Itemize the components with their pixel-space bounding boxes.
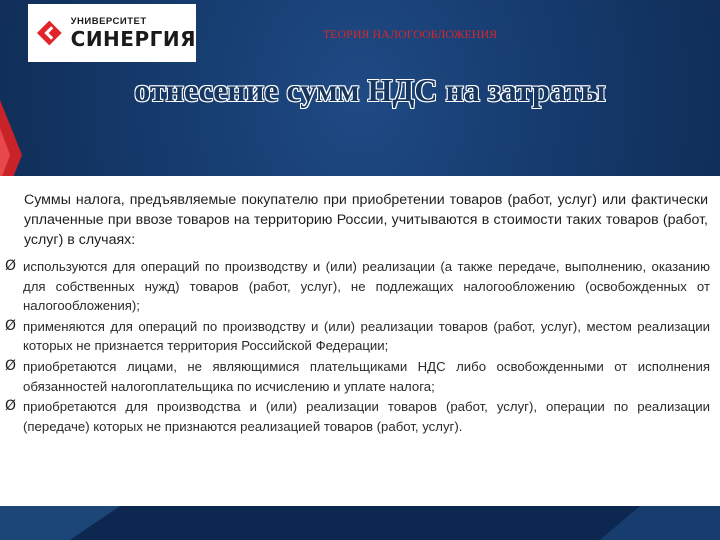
subject-heading: ТЕОРИЯ НАЛОГООБЛОЖЕНИЯ <box>322 27 498 41</box>
bullet-list <box>0 250 720 436</box>
content-panel <box>0 176 720 506</box>
list-item <box>5 397 710 436</box>
arrow-bullet-icon: Ø <box>5 398 17 415</box>
list-item-text: приобретаются лицами, не являющимися плательщиками НДС либо освобожденными от исполнения обязанностей налогоплательщика по исчислению и уплате налога; <box>23 358 710 394</box>
list-item-text: применяются для операций по производству и (или) реализации товаров (работ, услуг), местом реализации которых не признается территория Российской Федерации; <box>23 318 710 354</box>
slide-title: отнесение сумм НДС на затраты <box>134 72 606 108</box>
list-item <box>5 317 710 356</box>
logo-university-text: УНИВЕРСИТЕТ <box>70 16 147 28</box>
bottom-decoration-band <box>0 506 720 540</box>
logo-synergy-text: СИНЕРГИЯ <box>70 26 196 51</box>
list-item-text: используются для операций по производству и (или) реализации (а также передаче, выполнению, оказанию для собственных нужд) товаров (работ, услуг), не подлежащих налогообложению (освобожденных от налогообложения); <box>23 259 710 314</box>
arrow-bullet-icon: Ø <box>5 357 17 374</box>
list-item-text: приобретаются для производства и (или) реализации товаров (работ, услуг), операции по реализации (передаче) которых не признаются реализацией товаров (работ, услуг). <box>23 399 710 434</box>
arrow-bullet-icon: Ø <box>5 258 17 274</box>
synergy-logo-icon <box>36 19 63 47</box>
list-item <box>5 357 710 396</box>
arrow-bullet-icon: Ø <box>5 317 17 334</box>
intro-paragraph: Суммы налога, предъявляемые покупателю при приобретении товаров (работ, услуг) или фактически уплаченные при ввозе товаров на территорию России, учитываются в стоимости таких товаров (работ, услуг) в случаях: <box>24 192 708 248</box>
list-item <box>5 257 710 316</box>
logo <box>28 4 196 62</box>
